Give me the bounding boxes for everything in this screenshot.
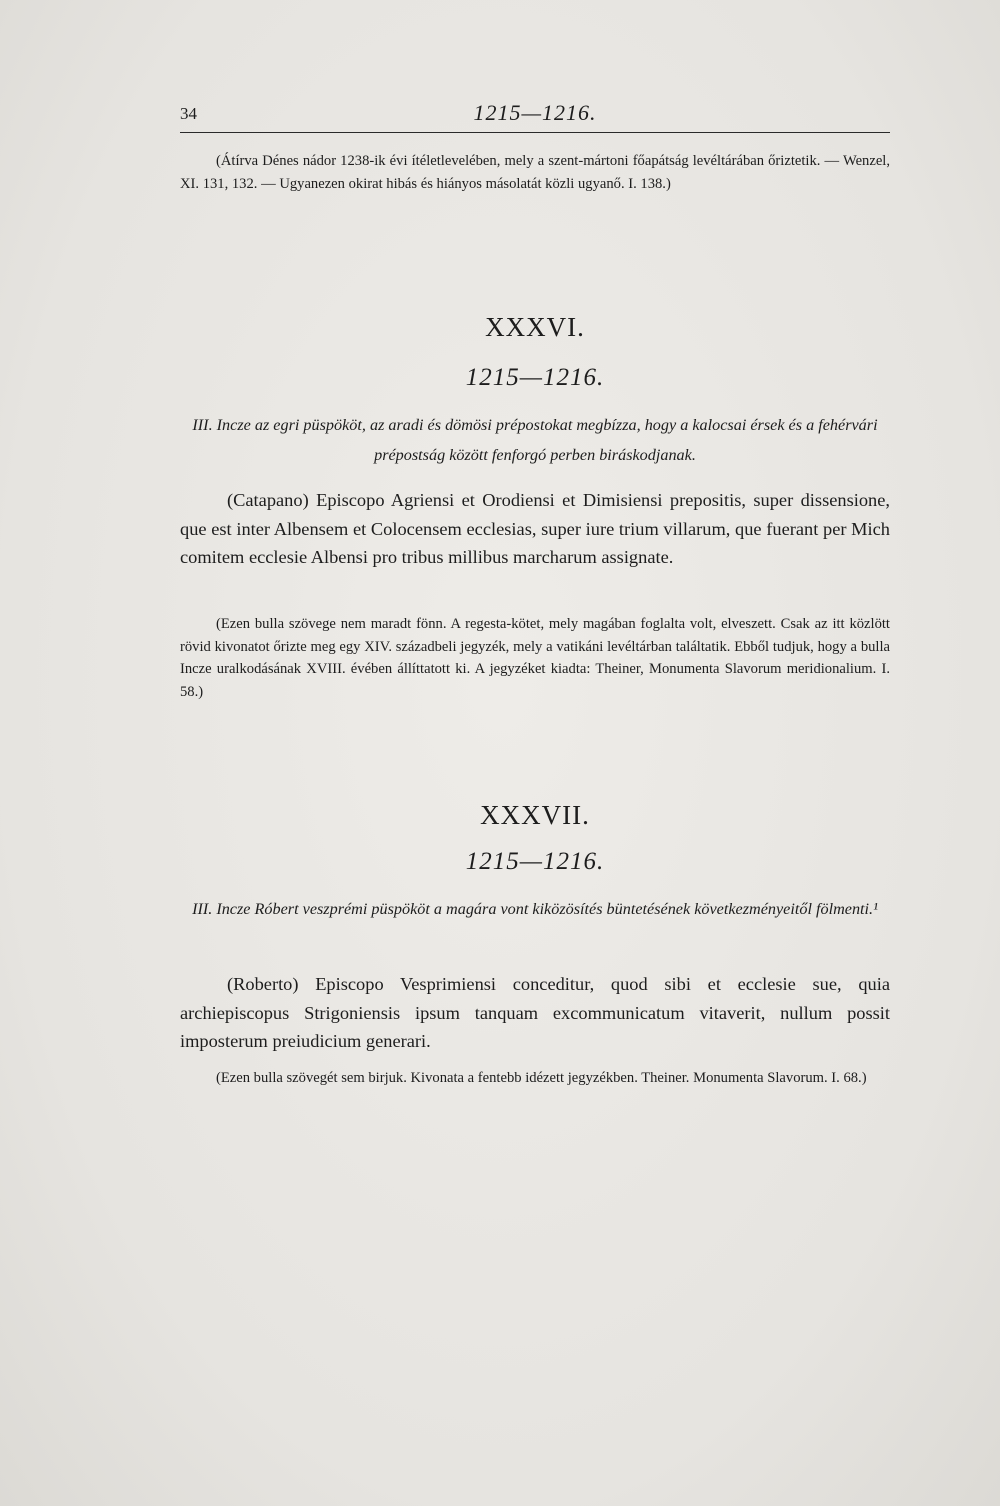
document-date-37: 1215—1216.: [465, 848, 605, 875]
running-head: 1215—1216.: [473, 100, 597, 125]
document-summary-37: III. Incze Róbert veszprémi püspököt a magára vont kiközösítés büntetésének következményeitől fölmenti.¹: [192, 900, 878, 918]
document-summary-36: III. Incze az egri püspököt, az aradi és dömösi prépostokat megbízza, hogy a kalocsai érsek és a fehérvári prépostság között fenforgó perben biráskodjanak.: [192, 416, 878, 464]
intro-note: [180, 150, 890, 195]
document-text-36: (Catapano) Episcopo Agriensi et Orodiensi et Dimisiensi prepositis, super dissensione, que est inter Albensem et Colocensem ecclesias, super iure trium villarum, que fuerant per Mich comitem ecclesie Albensi pro tribus millibus marcharum assignate.: [180, 490, 890, 567]
page-header: [180, 100, 890, 133]
page-number: 34: [180, 104, 197, 123]
document-text-37: (Roberto) Episcopo Vesprimiensi conceditur, quod sibi et ecclesie sue, quia archiepiscopus Strigoniensis ipsum tanquam excommunicatum vitaverit, nullum possit imposterum preiudicium generari.: [180, 974, 890, 1051]
document-note-36-text: (Ezen bulla szövege nem maradt fönn. A regesta-kötet, mely magában foglalta volt, elveszett. Csak az itt közlött rövid kivonatot őrizte meg egy XIV. századbeli jegyzék, mely a vatikáni levéltárban találtatik. Ebből tudjuk, hogy a bulla Incze uralkodásának XVIII. évében állíttatott ki. A jegyzéket kiadta: Theiner, Monumenta Slavorum meridionalium. I. 58.): [180, 616, 890, 700]
document-note-37: [180, 1067, 890, 1090]
document-number-37: XXXVII.: [480, 800, 590, 830]
document-note-37-text: (Ezen bulla szövegét sem birjuk. Kivonata a fentebb idézett jegyzékben. Theiner. Monumenta Slavorum. I. 68.): [216, 1070, 867, 1086]
document-date-36: 1215—1216.: [465, 364, 605, 391]
intro-note-text: (Átírva Dénes nádor 1238-ik évi ítéletlevelében, mely a szent-mártoni főapátság levéltárában őriztetik. — Wenzel, XI. 131, 132. — Ugyanezen okirat hibás és hiányos másolatát közli ugyanő. I. 138.): [180, 153, 890, 192]
document-number-36: XXXVI.: [485, 312, 585, 342]
document-note-36: [180, 613, 890, 703]
